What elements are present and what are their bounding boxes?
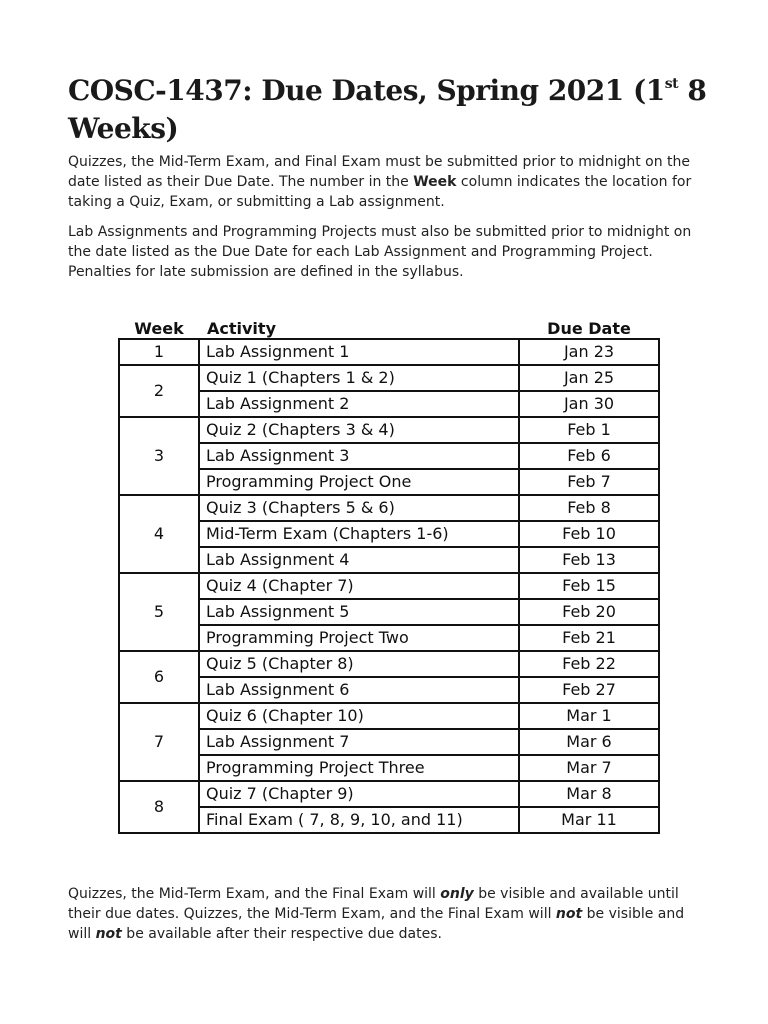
table-row [119, 781, 659, 807]
intro-paragraph-2: Lab Assignments and Programming Projects must also be submitted prior to midnight on the date listed as the Due Date for each Lab Assignment and Programming Project. Penalties for late submission are defined in the syllabus. [68, 224, 692, 280]
due-date-cell: Mar 11 [519, 807, 659, 833]
table-row [119, 365, 659, 391]
document-page [68, 72, 708, 282]
due-date-cell: Mar 7 [519, 755, 659, 781]
table-row [119, 677, 659, 703]
week-cell: 5 [119, 573, 199, 651]
only-emphasis: only [440, 886, 474, 902]
due-date-cell: Feb 8 [519, 495, 659, 521]
activity-cell: Quiz 1 (Chapters 1 & 2) [199, 365, 519, 391]
footer-note [68, 884, 708, 944]
table-row [119, 495, 659, 521]
week-cell: 4 [119, 495, 199, 573]
activity-cell: Lab Assignment 4 [199, 547, 519, 573]
activity-cell: Programming Project Three [199, 755, 519, 781]
due-date-cell: Feb 21 [519, 625, 659, 651]
header-week: Week [134, 319, 184, 338]
activity-cell: Quiz 6 (Chapter 10) [199, 703, 519, 729]
activity-cell: Quiz 2 (Chapters 3 & 4) [199, 417, 519, 443]
page-title [68, 72, 708, 148]
due-date-cell: Feb 22 [519, 651, 659, 677]
week-cell: 7 [119, 703, 199, 781]
week-cell: 8 [119, 781, 199, 833]
due-date-cell: Feb 13 [519, 547, 659, 573]
header-due-date: Due Date [547, 319, 631, 338]
table-row [119, 573, 659, 599]
due-date-cell: Feb 15 [519, 573, 659, 599]
due-date-cell: Feb 20 [519, 599, 659, 625]
table-row [119, 651, 659, 677]
due-date-cell: Feb 7 [519, 469, 659, 495]
week-cell: 1 [119, 339, 199, 365]
activity-cell: Programming Project One [199, 469, 519, 495]
activity-cell: Lab Assignment 7 [199, 729, 519, 755]
activity-cell: Lab Assignment 2 [199, 391, 519, 417]
not-emphasis-1: not [555, 906, 583, 922]
due-date-cell: Jan 23 [519, 339, 659, 365]
activity-cell: Programming Project Two [199, 625, 519, 651]
week-cell: 6 [119, 651, 199, 703]
not-emphasis-2: not [95, 926, 122, 942]
activity-cell: Quiz 4 (Chapter 7) [199, 573, 519, 599]
due-date-cell: Jan 30 [519, 391, 659, 417]
week-cell: 2 [119, 365, 199, 417]
footer-paragraph: Quizzes, the Mid-Term Exam, and the Final Exam will only be visible and available until their due dates. Quizzes, the Mid-Term Exam, and the Final Exam will not be visible and will not be available after their respective due dates. [68, 886, 685, 942]
due-date-cell: Jan 25 [519, 365, 659, 391]
table-body [119, 339, 659, 833]
due-date-cell: Feb 6 [519, 443, 659, 469]
table-row [119, 443, 659, 469]
table-row [119, 807, 659, 833]
table-row [119, 625, 659, 651]
activity-cell: Lab Assignment 1 [199, 339, 519, 365]
title-main: COSC-1437: Due Dates, Spring 2021 (1 [68, 74, 665, 107]
header-activity: Activity [207, 319, 276, 338]
due-date-cell: Mar 1 [519, 703, 659, 729]
due-date-cell: Feb 1 [519, 417, 659, 443]
activity-cell: Lab Assignment 5 [199, 599, 519, 625]
table-row [119, 547, 659, 573]
table-row [119, 599, 659, 625]
table-header-row [119, 314, 659, 339]
week-cell: 3 [119, 417, 199, 495]
due-date-cell: Mar 6 [519, 729, 659, 755]
table-row [119, 521, 659, 547]
table-row [119, 417, 659, 443]
intro-paragraph-1: Quizzes, the Mid-Term Exam, and Final Exam must be submitted prior to midnight on the date listed as their Due Date. The number in the Week column indicates the location for taking a Quiz, Exam, or submitting a Lab assignment. [68, 154, 692, 210]
activity-cell: Quiz 3 (Chapters 5 & 6) [199, 495, 519, 521]
activity-cell: Mid-Term Exam (Chapters 1-6) [199, 521, 519, 547]
title-end: 8 Weeks) [68, 74, 707, 145]
activity-cell: Quiz 7 (Chapter 9) [199, 781, 519, 807]
table-row [119, 703, 659, 729]
activity-cell: Final Exam ( 7, 8, 9, 10, and 11) [199, 807, 519, 833]
table-row [119, 391, 659, 417]
due-date-cell: Mar 8 [519, 781, 659, 807]
due-date-cell: Feb 27 [519, 677, 659, 703]
week-emphasis: Week [413, 174, 457, 190]
activity-cell: Lab Assignment 6 [199, 677, 519, 703]
due-date-cell: Feb 10 [519, 521, 659, 547]
table-row [119, 339, 659, 365]
activity-cell: Lab Assignment 3 [199, 443, 519, 469]
table-row [119, 755, 659, 781]
due-dates-table [118, 314, 660, 834]
activity-cell: Quiz 5 (Chapter 8) [199, 651, 519, 677]
table-row [119, 469, 659, 495]
title-superscript: st [664, 76, 679, 92]
table-row [119, 729, 659, 755]
